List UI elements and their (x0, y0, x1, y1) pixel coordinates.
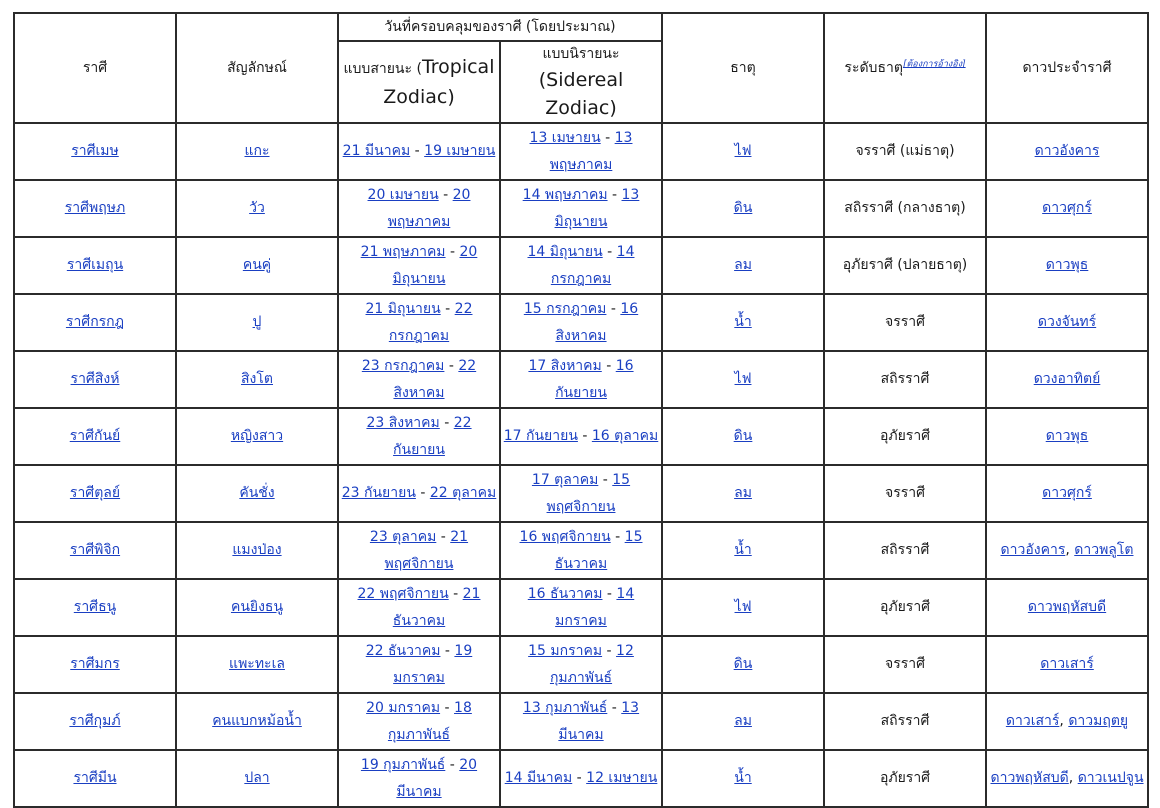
date-link[interactable]: 18 กุมภาพันธ์ (387, 699, 472, 743)
date-link[interactable]: 12 เมษายน (586, 770, 658, 786)
date-link[interactable]: 23 ตุลาคม (369, 528, 437, 545)
date-link[interactable]: 22 สิงหาคม (393, 357, 477, 401)
sign-link[interactable]: ราศีมีน (73, 770, 117, 786)
header-planet: ดาวประจำราศี (986, 13, 1148, 123)
cell-quality: อุภัยราศี (ปลายธาตุ) (824, 237, 986, 294)
date-link[interactable]: 17 ตุลาคม (531, 471, 599, 488)
sign-link[interactable]: ราศีพฤษภ (64, 200, 126, 216)
cell-sidereal (500, 408, 662, 465)
date-link[interactable]: 20 มีนาคม (396, 756, 478, 800)
cell-sign (14, 180, 176, 237)
date-link[interactable]: 15 กรกฎาคม (523, 300, 607, 317)
element-link[interactable]: ไฟ (734, 371, 752, 387)
cell-sidereal (500, 351, 662, 408)
symbol-link[interactable]: คนยิงธนู (230, 599, 284, 615)
date-link[interactable]: 14 มีนาคม (504, 770, 573, 786)
range-separator: - (602, 642, 617, 659)
symbol-link[interactable]: ปลา (244, 770, 270, 786)
element-link[interactable]: น้ำ (734, 542, 752, 558)
cell-symbol (176, 123, 338, 180)
cell-element (662, 522, 824, 579)
date-link[interactable]: 13 มิถุนายน (554, 186, 640, 230)
date-link[interactable]: 19 มกราคม (393, 642, 473, 686)
cell-element (662, 123, 824, 180)
list-separator: , (1059, 713, 1069, 729)
range-separator: - (602, 585, 617, 602)
date-link[interactable]: 21 มีนาคม (342, 143, 411, 159)
date-link[interactable]: 22 ธันวาคม (365, 642, 441, 659)
date-link[interactable]: 16 สิงหาคม (555, 300, 639, 344)
cell-symbol (176, 408, 338, 465)
cell-tropical (338, 636, 500, 693)
table-row (14, 123, 1148, 180)
range-separator: - (607, 699, 622, 716)
range-separator: - (440, 699, 455, 716)
cell-symbol (176, 180, 338, 237)
cell-quality: อุภัยราศี (824, 579, 986, 636)
date-link[interactable]: 22 ตุลาคม (429, 485, 497, 501)
cell-planet (986, 351, 1148, 408)
planet-link[interactable]: ดาวอังคาร (1000, 542, 1066, 558)
cell-sidereal (500, 636, 662, 693)
cell-tropical (338, 294, 500, 351)
planet-link[interactable]: ดวงจันทร์ (1037, 314, 1097, 330)
range-separator: - (440, 300, 455, 317)
range-separator: - (598, 471, 613, 488)
cell-sidereal (500, 180, 662, 237)
date-link[interactable]: 14 มิถุนายน (527, 243, 603, 260)
date-link[interactable]: 16 ตุลาคม (591, 428, 659, 444)
cell-sign (14, 465, 176, 522)
date-link[interactable]: 13 มีนาคม (558, 699, 640, 743)
symbol-link[interactable]: แกะ (244, 143, 270, 159)
cell-quality: สถิรราศี (824, 351, 986, 408)
planet-link[interactable]: ดาวศุกร์ (1042, 200, 1092, 216)
table-row (14, 750, 1148, 807)
range-separator: - (436, 528, 451, 545)
header-symbol: สัญลักษณ์ (176, 13, 338, 123)
cell-symbol (176, 465, 338, 522)
planet-link[interactable]: ดาวมฤตยู (1068, 713, 1129, 729)
range-separator: - (438, 186, 453, 203)
planet-link[interactable]: ดาวพุธ (1045, 428, 1089, 444)
cell-planet (986, 465, 1148, 522)
cell-planet (986, 180, 1148, 237)
range-separator: - (600, 129, 615, 146)
cell-sidereal (500, 522, 662, 579)
table-row (14, 237, 1148, 294)
cell-quality: สถิรราศี (824, 693, 986, 750)
list-separator: , (1065, 542, 1075, 558)
cell-sign (14, 693, 176, 750)
element-link[interactable]: ดิน (733, 428, 753, 444)
cell-symbol (176, 522, 338, 579)
range-separator: - (410, 143, 425, 159)
sign-link[interactable]: ราศีธนู (73, 599, 117, 615)
cell-symbol (176, 636, 338, 693)
cell-quality: สถิรราศี (824, 522, 986, 579)
planet-link[interactable]: ดาวพฤหัสบดี (1027, 599, 1107, 615)
date-link[interactable]: 19 กุมภาพันธ์ (360, 756, 446, 773)
cell-planet (986, 579, 1148, 636)
element-link[interactable]: ดิน (733, 200, 753, 216)
date-link[interactable]: 19 เมษายน (424, 143, 496, 159)
date-link[interactable]: 20 มิถุนายน (392, 243, 478, 287)
cell-planet (986, 750, 1148, 807)
cell-tropical (338, 351, 500, 408)
cell-element (662, 237, 824, 294)
cell-tropical (338, 180, 500, 237)
cell-sign (14, 579, 176, 636)
cell-quality: จรราศี (824, 636, 986, 693)
planet-link[interactable]: ดาวเสาร์ (1005, 713, 1060, 729)
cell-element (662, 408, 824, 465)
range-separator: - (607, 186, 622, 203)
date-link[interactable]: 21 พฤษภาคม (360, 243, 446, 260)
date-link[interactable]: 22 กันยายน (393, 414, 472, 458)
cell-symbol (176, 693, 338, 750)
date-link[interactable]: 16 ธันวาคม (527, 585, 603, 602)
cell-quality: สถิรราศี (กลางธาตุ) (824, 180, 986, 237)
cell-sign (14, 123, 176, 180)
date-link[interactable]: 20 มกราคม (366, 699, 441, 716)
date-link[interactable]: 17 สิงหาคม (528, 357, 602, 374)
cell-element (662, 351, 824, 408)
date-link[interactable]: 23 สิงหาคม (366, 414, 440, 431)
cell-tropical (338, 408, 500, 465)
header-element: ธาตุ (662, 13, 824, 123)
cell-sign (14, 750, 176, 807)
symbol-link[interactable]: แพะทะเล (229, 656, 285, 672)
cell-element (662, 465, 824, 522)
date-link[interactable]: 22 กรกฎาคม (388, 300, 473, 344)
list-separator: , (1068, 770, 1078, 786)
cell-symbol (176, 351, 338, 408)
cell-quality: จรราศี (824, 294, 986, 351)
cell-tropical (338, 465, 500, 522)
cell-sidereal (500, 123, 662, 180)
date-link[interactable]: 17 กันยายน (503, 428, 578, 444)
element-link[interactable]: ดิน (733, 656, 753, 672)
cell-sign (14, 237, 176, 294)
date-link[interactable]: 23 กันยายน (341, 485, 416, 501)
symbol-link[interactable]: วัว (249, 200, 265, 216)
date-link[interactable]: 14 กรกฎาคม (550, 243, 635, 287)
sign-link[interactable]: ราศีตุลย์ (69, 485, 121, 501)
range-separator: - (415, 485, 430, 501)
date-link[interactable]: 22 พฤศจิกายน (357, 585, 449, 602)
cell-planet (986, 693, 1148, 750)
zodiac-table (13, 12, 1149, 808)
citation-needed-link[interactable]: [ต้องการอ้างอิง] (902, 59, 966, 70)
header-quality: ระดับธาตุ[ต้องการอ้างอิง] (824, 13, 986, 123)
date-link[interactable]: 14 มกราคม (555, 585, 635, 629)
element-link[interactable]: ลม (734, 713, 752, 729)
element-link[interactable]: ลม (734, 485, 752, 501)
range-separator: - (440, 642, 455, 659)
planet-link[interactable]: ดาวอังคาร (1034, 143, 1100, 159)
range-separator: - (445, 756, 460, 773)
planet-link[interactable]: ดาวพุธ (1045, 257, 1089, 273)
table-row (14, 636, 1148, 693)
sign-link[interactable]: ราศีมกร (70, 656, 120, 672)
range-separator: - (572, 770, 587, 786)
range-separator: - (444, 357, 459, 374)
date-link[interactable]: 21 มิถุนายน (365, 300, 441, 317)
symbol-link[interactable]: ปู (252, 314, 262, 330)
cell-planet (986, 123, 1148, 180)
planet-link[interactable]: ดาวศุกร์ (1042, 485, 1092, 501)
table-row (14, 522, 1148, 579)
cell-planet (986, 636, 1148, 693)
table-row (14, 294, 1148, 351)
date-link[interactable]: 20 พฤษภาคม (387, 186, 471, 230)
date-link[interactable]: 15 พฤศจิกายน (546, 471, 631, 515)
header-tropical: แบบสายนะ (Tropical Zodiac) (338, 41, 500, 123)
range-separator: - (606, 300, 621, 317)
element-link[interactable]: น้ำ (734, 770, 752, 786)
cell-element (662, 750, 824, 807)
range-separator: - (577, 428, 592, 444)
table-row (14, 180, 1148, 237)
cell-element (662, 294, 824, 351)
cell-tropical (338, 750, 500, 807)
element-link[interactable]: น้ำ (734, 314, 752, 330)
cell-element (662, 636, 824, 693)
header-dates-group: วันที่ครอบคลุมของราศี (โดยประมาณ) (338, 13, 662, 41)
cell-quality: อุภัยราศี (824, 750, 986, 807)
cell-sign (14, 294, 176, 351)
cell-symbol (176, 237, 338, 294)
cell-tropical (338, 579, 500, 636)
range-separator: - (601, 357, 616, 374)
cell-quality: จรราศี (824, 465, 986, 522)
cell-planet (986, 408, 1148, 465)
date-link[interactable]: 21 ธันวาคม (392, 585, 481, 629)
date-link[interactable]: 21 พฤศจิกายน (384, 528, 469, 572)
sign-link[interactable]: ราศีกุมภ์ (69, 713, 121, 729)
cell-tropical (338, 522, 500, 579)
cell-quality: จรราศี (แม่ธาตุ) (824, 123, 986, 180)
element-link[interactable]: ลม (734, 257, 752, 273)
element-link[interactable]: ไฟ (734, 599, 752, 615)
symbol-link[interactable]: คนคู่ (242, 257, 272, 273)
planet-link[interactable]: ดาวพลูโต (1074, 542, 1134, 558)
planet-link[interactable]: ดาวเนปจูน (1077, 770, 1144, 786)
cell-planet (986, 522, 1148, 579)
cell-sidereal (500, 750, 662, 807)
cell-sidereal (500, 294, 662, 351)
sign-link[interactable]: ราศีเมษ (71, 143, 119, 159)
date-link[interactable]: 16 พฤศจิกายน (519, 528, 611, 545)
range-separator: - (448, 585, 463, 602)
symbol-link[interactable]: แมงป่อง (232, 542, 282, 558)
cell-sign (14, 636, 176, 693)
cell-sidereal (500, 693, 662, 750)
table-row (14, 693, 1148, 750)
date-link[interactable]: 13 กุมภาพันธ์ (522, 699, 608, 716)
planet-link[interactable]: ดาวเสาร์ (1040, 656, 1094, 672)
range-separator: - (445, 243, 460, 260)
cell-tropical (338, 123, 500, 180)
date-link[interactable]: 23 กรกฎาคม (361, 357, 445, 374)
sign-link[interactable]: ราศีกันย์ (69, 428, 121, 444)
sign-link[interactable]: ราศีสิงห์ (70, 371, 120, 387)
cell-element (662, 693, 824, 750)
date-link[interactable]: 15 มกราคม (528, 642, 603, 659)
cell-tropical (338, 237, 500, 294)
cell-tropical (338, 693, 500, 750)
table-row (14, 465, 1148, 522)
cell-symbol (176, 294, 338, 351)
cell-element (662, 579, 824, 636)
cell-planet (986, 294, 1148, 351)
planet-link[interactable]: ดวงอาทิตย์ (1033, 371, 1101, 387)
date-link[interactable]: 13 พฤษภาคม (549, 129, 633, 173)
sign-link[interactable]: ราศีกรกฎ (65, 314, 125, 330)
table-row (14, 351, 1148, 408)
table-row (14, 408, 1148, 465)
date-link[interactable]: 12 กุมภาพันธ์ (549, 642, 634, 686)
sign-link[interactable]: ราศีเมถุน (66, 257, 124, 273)
table-row (14, 579, 1148, 636)
symbol-link[interactable]: คนแบกหม้อน้ำ (212, 713, 302, 729)
planet-link[interactable]: ดาวพฤหัสบดี (990, 770, 1069, 786)
cell-element (662, 180, 824, 237)
element-link[interactable]: ไฟ (734, 143, 752, 159)
cell-planet (986, 237, 1148, 294)
range-separator: - (610, 528, 625, 545)
date-link[interactable]: 16 กันยายน (555, 357, 634, 401)
cell-sign (14, 408, 176, 465)
date-link[interactable]: 14 พฤษภาคม (522, 186, 608, 203)
cell-symbol (176, 579, 338, 636)
header-sidereal: แบบนิรายนะ (Sidereal Zodiac) (500, 41, 662, 123)
header-rasi: ราศี (14, 13, 176, 123)
cell-sidereal (500, 579, 662, 636)
date-link[interactable]: 13 เมษายน (529, 129, 601, 146)
cell-sign (14, 351, 176, 408)
cell-quality: อุภัยราศี (824, 408, 986, 465)
date-link[interactable]: 20 เมษายน (367, 186, 439, 203)
sign-link[interactable]: ราศีพิจิก (69, 542, 121, 558)
symbol-link[interactable]: คันชั่ง (239, 485, 275, 501)
date-link[interactable]: 15 ธันวาคม (554, 528, 643, 572)
cell-sidereal (500, 465, 662, 522)
symbol-link[interactable]: สิงโต (241, 371, 273, 387)
range-separator: - (602, 243, 617, 260)
symbol-link[interactable]: หญิงสาว (230, 428, 284, 444)
range-separator: - (439, 414, 454, 431)
cell-sidereal (500, 237, 662, 294)
cell-symbol (176, 750, 338, 807)
cell-sign (14, 522, 176, 579)
